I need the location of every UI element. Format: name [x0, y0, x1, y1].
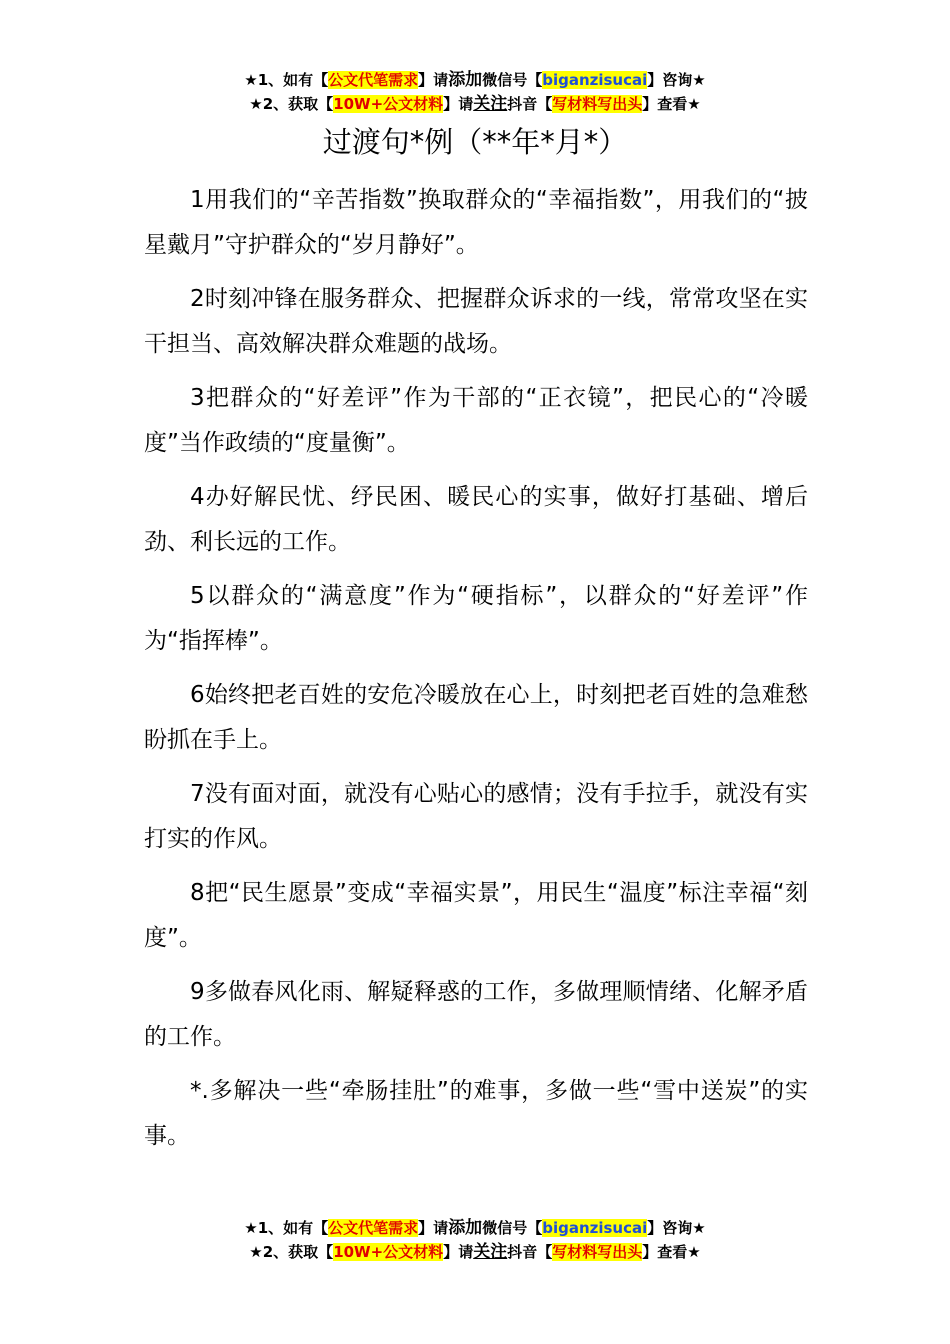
document-title: 过渡句*例（**年*月*）	[322, 125, 628, 159]
paragraph-3: 3把群众的“好差评”作为干部的“正衣镜”，把民心的“冷暖度”当作政绩的“度量衡”。	[144, 385, 808, 456]
paragraph-2: 2时刻冲锋在服务群众、把握群众诉求的一线，常常攻坚在实干担当、高效解决群众难题的战场。	[144, 286, 808, 357]
promo-emphasis: 添加	[448, 70, 483, 90]
promo-wechat-id: biganzisucai	[542, 71, 648, 89]
promo-line-2: ★2、获取【10W+公文材料】请关注抖音【写材料写出头】查看★	[249, 1242, 701, 1262]
promo-wechat-id: biganzisucai	[542, 1219, 648, 1237]
promo-emphasis: 关注	[473, 1242, 508, 1262]
promo-footer	[0, 1216, 950, 1264]
paragraph-1: 1用我们的“辛苦指数”换取群众的“幸福指数”，用我们的“披星戴月”守护群众的“岁月静好”。	[144, 187, 808, 258]
paragraph-7: 7没有面对面，就没有心贴心的感情；没有手拉手，就没有实打实的作风。	[144, 781, 808, 852]
paragraph-9: 9多做春风化雨、解疑释惑的工作，多做理顺情绪、化解矛盾的工作。	[144, 979, 808, 1050]
promo-header	[0, 68, 950, 116]
document-body	[144, 178, 808, 1168]
paragraph-4: 4办好解民忧、纾民困、暖民心的实事，做好打基础、增后劲、利长远的工作。	[144, 484, 808, 555]
promo-highlight: 10W+公文材料	[333, 95, 444, 113]
promo-line-1: ★1、如有【公文代笔需求】请添加微信号【biganzisucai】咨询★	[244, 1218, 706, 1238]
paragraph-8: 8把“民生愿景”变成“幸福实景”，用民生“温度”标注幸福“刻度”。	[144, 880, 808, 951]
paragraph-5: 5以群众的“满意度”作为“硬指标”，以群众的“好差评”作为“指挥棒”。	[144, 583, 808, 654]
promo-line-1: ★1、如有【公文代笔需求】请添加微信号【biganzisucai】咨询★	[244, 70, 706, 90]
paragraph-10: *.多解决一些“牵肠挂肚”的难事，多做一些“雪中送炭”的实事。	[144, 1078, 808, 1149]
paragraph-6: 6始终把老百姓的安危冷暖放在心上，时刻把老百姓的急难愁盼抓在手上。	[144, 682, 808, 753]
promo-highlight: 公文代笔需求	[328, 71, 419, 89]
promo-account-name: 写材料写出头	[552, 1243, 643, 1261]
promo-line-2: ★2、获取【10W+公文材料】请关注抖音【写材料写出头】查看★	[249, 94, 701, 114]
promo-emphasis: 关注	[473, 94, 508, 114]
promo-account-name: 写材料写出头	[552, 95, 643, 113]
promo-emphasis: 添加	[448, 1218, 483, 1238]
promo-highlight: 10W+公文材料	[333, 1243, 444, 1261]
promo-highlight: 公文代笔需求	[328, 1219, 419, 1237]
